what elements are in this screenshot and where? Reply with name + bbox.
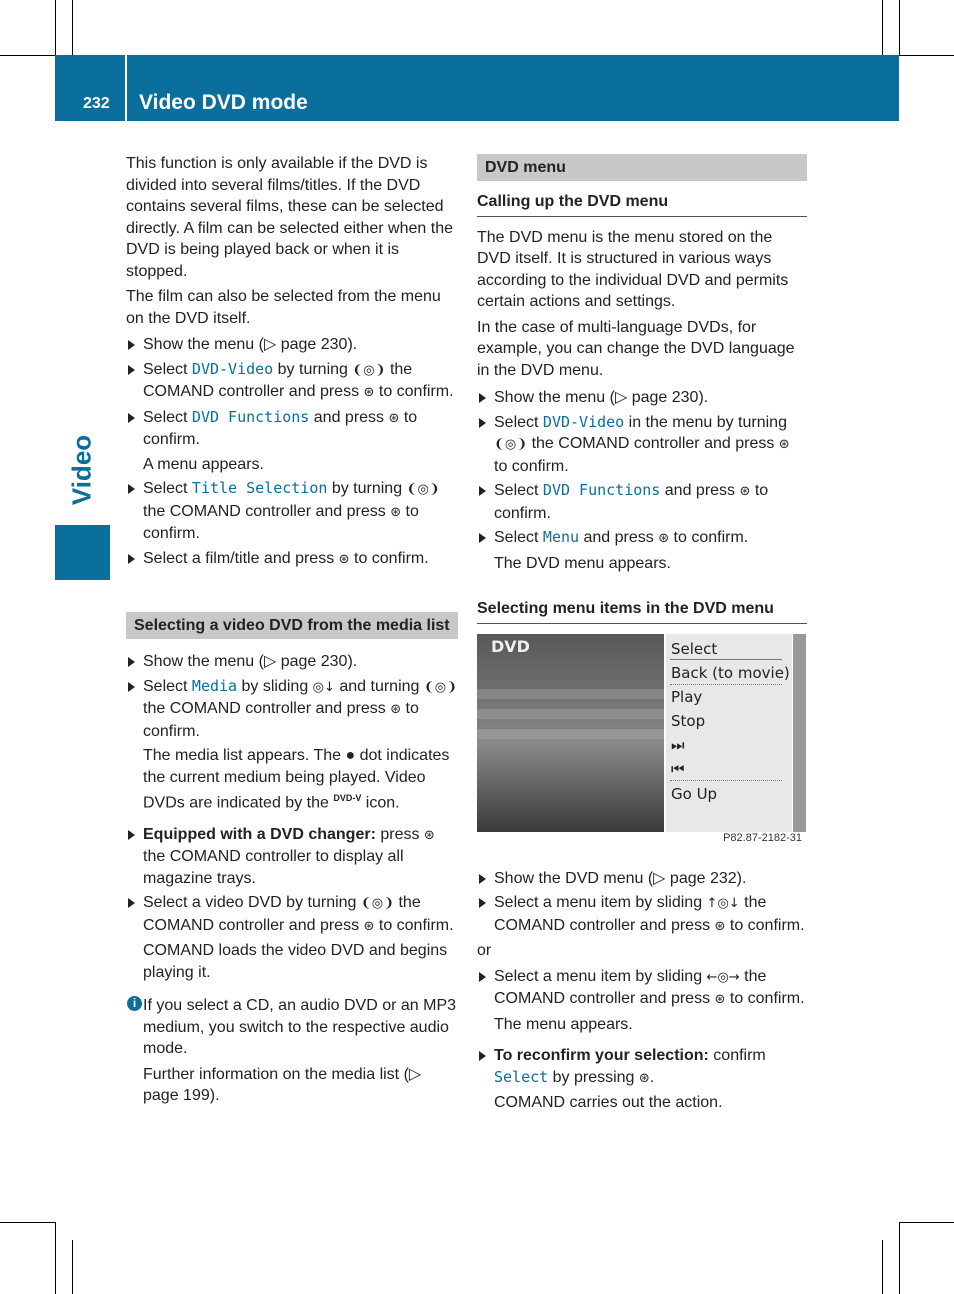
info-text: If you select a CD, an audio DVD or an MP3 medium, you switch to the respective audio mode.	[143, 997, 457, 1058]
dvd-menu-panel	[666, 634, 792, 832]
scrollbar	[793, 634, 806, 832]
step: Select DVD-Video by turning ❨◎❩ the COMAND controller and press ⊛ to confirm.	[126, 359, 458, 404]
menu-code: Title Selection	[191, 479, 328, 497]
crop-mark	[882, 0, 883, 55]
intro-paragraph: The film can also be selected from the menu on the DVD itself.	[126, 288, 441, 327]
controller-press-icon: ⊛	[658, 531, 670, 546]
controller-press-icon: ⊛	[363, 385, 375, 400]
page-number: 232	[83, 95, 110, 112]
menu-code: DVD-Video	[191, 359, 274, 378]
controller-press-icon: ⊛	[714, 992, 726, 1007]
menu-item-go-up[interactable]: Go Up	[671, 784, 718, 803]
step: Select Title Selection by turning ❨◎❩ the COMAND controller and press ⊛ to confirm.	[126, 478, 458, 545]
controller-press-icon: ⊛	[390, 702, 402, 717]
controller-turn-icon: ❨◎❩	[494, 437, 528, 452]
controller-press-icon: ⊛	[423, 827, 435, 843]
page-header	[55, 55, 899, 121]
menu-code: DVD-Video	[542, 412, 625, 431]
step-result: COMAND loads the video DVD and begins playing it.	[143, 942, 448, 981]
controller-slide-icon: ←◎→	[706, 969, 740, 985]
step: Select DVD Functions and press ⊛ to confirm.	[477, 480, 807, 524]
subsection-heading: Selecting menu items in the DVD menu	[477, 598, 807, 624]
skip-back-icon[interactable]: ⏮	[671, 759, 685, 778]
info-text: Further information on the media list (▷ page 199).	[143, 1065, 422, 1105]
controller-press-icon: ⊛	[338, 551, 350, 567]
crop-mark	[882, 1240, 883, 1294]
step: Select DVD Functions and press ⊛ to confirm.	[126, 407, 458, 451]
subsection-heading: Calling up the DVD menu	[477, 191, 807, 217]
step: Show the menu (▷ page 230).	[126, 334, 458, 356]
step: Show the menu (▷ page 230).	[126, 651, 458, 673]
menu-code: Menu	[542, 528, 580, 546]
step-result: COMAND carries out the action.	[494, 1094, 723, 1111]
paragraph: The DVD menu is the menu stored on the DVD itself. It is structured in various ways according to the individual DVD and permits certain actions and settings.	[477, 228, 789, 310]
menu-item-stop[interactable]: Stop	[671, 711, 706, 730]
dvd-video-frame	[477, 634, 664, 832]
step-result: The media list appears. The ● dot indicates the current medium being played. Video DVDs are indicated by the $^{DVD-V}$ icon.	[143, 747, 450, 812]
section-heading: Selecting a video DVD from the media list	[126, 612, 458, 639]
step: Select Media by sliding ◎↓ and turning ❨◎❩ the COMAND controller and press ⊛ to confirm.	[126, 676, 458, 743]
intro-paragraph: This function is only available if the DVD is divided into several films/titles. If the DVD contains several films, these can be selected directly. A film can be selected either when the DVD is being played back or when it is stopped.	[126, 155, 453, 280]
crop-mark	[55, 1222, 56, 1294]
menu-code: DVD Functions	[542, 481, 661, 499]
menu-item-back[interactable]: Back (to movie)	[671, 663, 790, 682]
crop-mark	[0, 1222, 55, 1223]
side-tab	[55, 525, 110, 580]
controller-press-icon: ⊛	[638, 1070, 650, 1086]
controller-turn-icon: ❨◎❩	[352, 362, 386, 378]
controller-press-icon: ⊛	[778, 437, 790, 452]
controller-press-icon: ⊛	[388, 410, 400, 426]
controller-press-icon: ⊛	[363, 918, 375, 934]
controller-slide-icon: ◎↓	[312, 679, 335, 695]
controller-turn-icon: ❨◎❩	[360, 896, 395, 912]
crop-mark	[899, 0, 900, 55]
controller-press-icon: ⊛	[390, 504, 402, 520]
controller-press-icon: ⊛	[739, 484, 751, 499]
figure-code: P82.87-2182-31	[723, 832, 802, 844]
controller-turn-icon: ❨◎❩	[423, 679, 458, 695]
page-title: Video DVD mode	[139, 91, 308, 114]
crop-mark	[899, 1222, 900, 1294]
menu-code: Select	[494, 1067, 549, 1086]
menu-item-select[interactable]: Select	[671, 639, 718, 658]
step-result: The DVD menu appears.	[494, 554, 671, 572]
dvd-video-icon: DVD-V	[333, 793, 362, 803]
step: Select a menu item by sliding ↑◎↓ the COMAND controller and press ⊛ to confirm.	[477, 892, 807, 937]
info-note	[126, 995, 458, 1107]
step: Select a film/title and press ⊛ to confirm.	[126, 548, 458, 571]
paragraph: In the case of multi-language DVDs, for example, you can change the DVD language in the DVD menu.	[477, 318, 795, 379]
controller-slide-icon: ↑◎↓	[706, 896, 740, 911]
controller-press-icon: ⊛	[714, 918, 726, 934]
menu-code: DVD Functions	[191, 407, 310, 426]
left-column	[126, 153, 458, 1111]
dvd-logo: DVD	[491, 636, 530, 656]
step: Select Menu and press ⊛ to confirm.	[477, 527, 807, 550]
step: To reconfirm your selection: confirm Select by pressing ⊛.	[477, 1045, 807, 1089]
menu-code: Media	[191, 676, 238, 695]
step-result: The menu appears.	[494, 1015, 633, 1033]
info-icon: i	[127, 996, 142, 1011]
side-tab-label: Video	[66, 434, 97, 506]
or-text: or	[477, 942, 492, 959]
crop-mark	[72, 1240, 73, 1294]
menu-item-play[interactable]: Play	[671, 687, 703, 706]
step: Select a video DVD by turning ❨◎❩ the COMAND controller and press ⊛ to confirm.	[126, 892, 458, 937]
step: Show the menu (▷ page 230).	[477, 387, 807, 409]
crop-mark	[55, 0, 56, 55]
dvd-menu-screenshot	[477, 634, 806, 844]
right-column	[477, 154, 807, 1117]
crop-mark	[72, 0, 73, 55]
crop-mark	[899, 1222, 954, 1223]
step-result: A menu appears.	[143, 455, 264, 473]
crop-mark	[899, 55, 954, 56]
section-heading: DVD menu	[477, 154, 807, 181]
crop-mark	[0, 55, 55, 56]
step: Select a menu item by sliding ←◎→ the COMAND controller and press ⊛ to confirm.	[477, 966, 807, 1011]
step: Show the DVD menu (▷ page 232).	[477, 868, 807, 890]
controller-turn-icon: ❨◎❩	[406, 482, 440, 497]
step: Select DVD-Video in the menu by turning ❨◎❩ the COMAND controller and press ⊛ to confirm.	[477, 412, 807, 478]
step: Equipped with a DVD changer: press ⊛ the COMAND controller to display all magazine trays.	[126, 824, 458, 890]
skip-forward-icon[interactable]: ⏭	[671, 735, 685, 754]
header-divider	[125, 55, 127, 121]
